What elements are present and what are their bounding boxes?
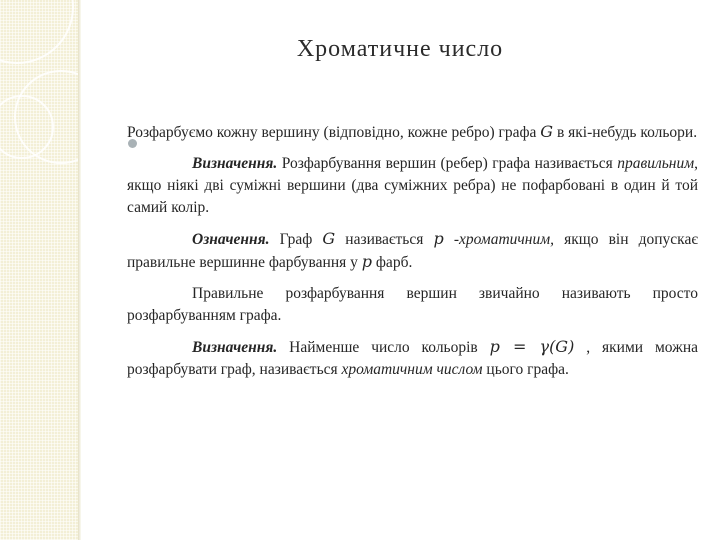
- slide-title: Хроматичне число: [296, 36, 504, 62]
- text-run: Розфарбуємо кожну вершину (відповідно, кожне ребро) графа: [127, 124, 541, 141]
- emphasis: хроматичним числом: [341, 361, 483, 378]
- text-run: Правильне розфарбування вершин звичайно називають просто розфарбуванням графа.: [127, 285, 698, 324]
- paragraph-intro: [127, 121, 698, 144]
- text-run: , якими можна розфарбувати граф, називається: [127, 339, 699, 378]
- definition-term: Означення.: [192, 231, 270, 248]
- emphasis: правильним: [617, 155, 695, 172]
- paragraph-definition-chromatic-number: [127, 336, 698, 381]
- math-symbol: p: [361, 252, 373, 271]
- decorative-arc: [0, 0, 74, 64]
- decorative-sidebar: [0, 0, 78, 540]
- definition-term: Визначення.: [192, 339, 278, 356]
- paragraph-definition-p-chromatic: [127, 228, 698, 274]
- math-symbol: G: [540, 122, 554, 141]
- text-run: Найменше число кольорів: [277, 339, 490, 356]
- text-run: якщо він допускає правильне вершинне фарбування у: [127, 231, 698, 271]
- math-formula: p = γ(G): [489, 337, 575, 356]
- math-symbol: G: [322, 229, 336, 248]
- text-run: фарб.: [372, 254, 413, 271]
- text-run: називається: [335, 231, 434, 248]
- text-run: Розфарбування вершин (ребер) графа називається: [277, 155, 618, 172]
- text-run: , якщо ніякі дві суміжні вершини (два суміжних ребра) не пофарбовані в один й той самий колір.: [127, 155, 698, 216]
- sidebar-edge: [78, 0, 81, 540]
- definition-term: Визначення.: [192, 155, 278, 172]
- paragraph-definition-proper-coloring: [127, 153, 698, 219]
- math-symbol: p: [433, 229, 444, 248]
- text-run: цього графа.: [482, 361, 569, 378]
- emphasis: -хроматичним,: [443, 231, 554, 248]
- text-run: Граф: [269, 231, 323, 248]
- paragraph-note: [127, 283, 698, 327]
- text-run: в які-небудь кольори.: [553, 124, 698, 141]
- slide-body: [127, 121, 698, 390]
